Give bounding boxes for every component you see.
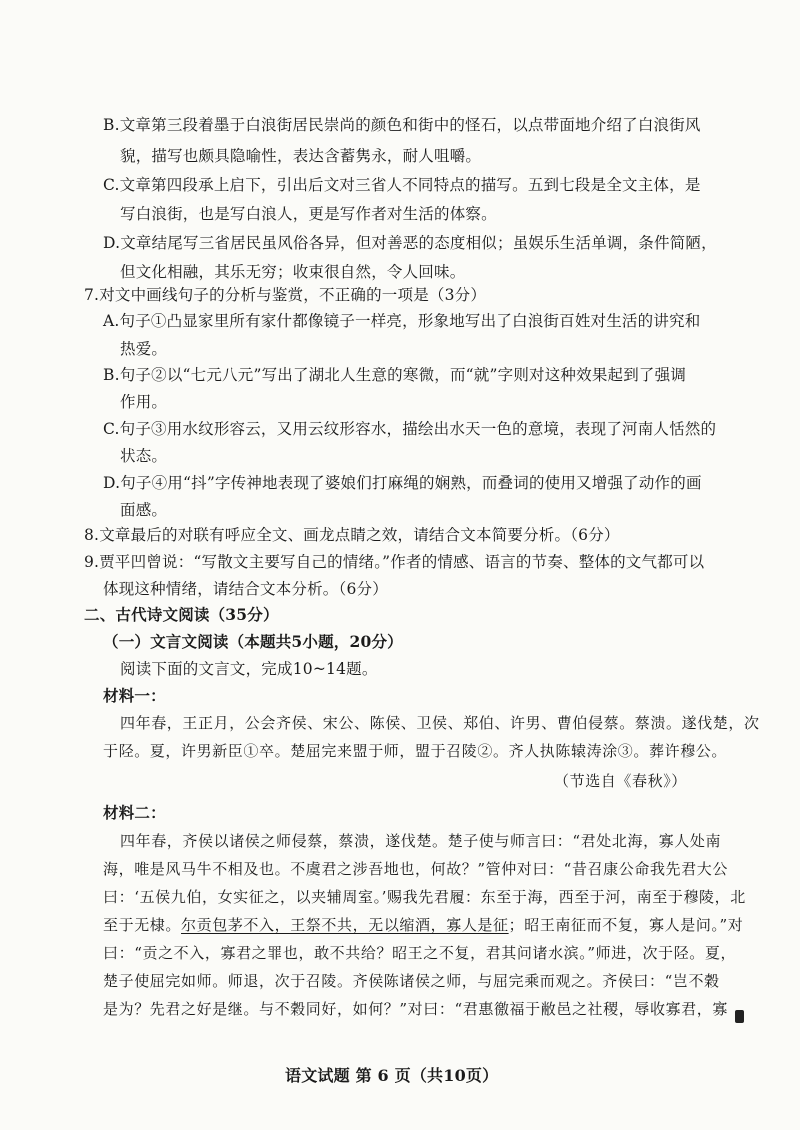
- text-line-l32: 楚子使屈完如师。师退，次于召陵。齐侯陈诸侯之师，与屈完乘而观之。齐侯曰：“岂不穀: [103, 972, 720, 990]
- text-line-l12: C.句子③用水纹形容云，又用云纹形容水，描绘出水天一色的意境，表现了河南人恬然的: [103, 420, 717, 438]
- scan-mark: [735, 1010, 744, 1023]
- text-line-l13: 状态。: [120, 447, 168, 465]
- text-line-l16: 8.文章最后的对联有呼应全文、画龙点睛之效，请结合文本简要分析。（6分）: [84, 526, 620, 544]
- line-segment: 至于无棣。: [103, 916, 182, 934]
- line-segment: ；昭王南征而不复，寡人是问。”对: [508, 916, 744, 934]
- text-line-l15: 面感。: [120, 501, 168, 519]
- text-line-l3: C.文章第四段承上启下，引出后文对三省人不同特点的描写。五到七段是全文主体，是: [103, 176, 701, 194]
- text-line-l28: 海，唯是风马牛不相及也。不虞君之涉吾地也，何故？”管仲对曰：“昔召康公命我先君大公: [103, 860, 728, 878]
- text-line-l4: 写白浪街，也是写白浪人，更是写作者对生活的体察。: [120, 205, 497, 223]
- text-line-l21: 阅读下面的文言文，完成10~14题。: [120, 660, 378, 678]
- text-line-l8: A.句子①凸显家里所有家什都像镜子一样亮，形象地写出了白浪街百姓对生活的讲究和: [103, 312, 701, 330]
- text-line-l26: 材料二：: [103, 803, 166, 822]
- text-line-l17: 9.贾平凹曾说：“写散文主要写自己的情绪。”作者的情感、语言的节奏、整体的文气都可以: [84, 553, 705, 571]
- text-line-l22: 材料一：: [103, 686, 166, 705]
- text-line-l10: B.句子②以“七元八元”写出了湖北人生意的寒微，而“就”字则对这种效果起到了强调: [103, 366, 687, 384]
- text-line-l23: 四年春，王正月，公会齐侯、宋公、陈侯、卫侯、郑伯、许男、曹伯侵蔡。蔡溃。遂伐楚，次: [120, 714, 760, 732]
- text-line-l2: 貌，描写也颇具隐喻性，表达含蓄隽永，耐人咀嚼。: [120, 147, 482, 165]
- text-line-l20: （一）文言文阅读（本题共5小题，20分）: [103, 632, 403, 651]
- text-line-l6: 但文化相融，其乐无穷；收束很自然，令人回味。: [120, 263, 466, 281]
- text-line-l18: 体现这种情绪，请结合文本分析。（6分）: [103, 580, 388, 598]
- text-line-l25: （节选自《春秋》）: [554, 772, 687, 790]
- text-line-l24: 于陉。夏，许男新臣①卒。楚屈完来盟于师，盟于召陵②。齐人执陈辕涛涂③。葬许穆公。: [103, 742, 728, 760]
- text-line-l5: D.文章结尾写三省居民虽风俗各异，但对善恶的态度相似；虽娱乐生活单调，条件简陋，: [103, 234, 717, 252]
- text-line-l31: 曰：“贡之不入，寡君之罪也，敢不共给？昭王之不复，君其问诸水滨。”师进，次于陉。夏，: [103, 944, 737, 962]
- text-line-l27: 四年春，齐侯以诸侯之师侵蔡，蔡溃，遂伐楚。楚子使与师言曰：“君处北海，寡人处南: [120, 832, 722, 850]
- text-line-l1: B.文章第三段着墨于白浪街居民崇尚的颜色和街中的怪石，以点带面地介绍了白浪街风: [103, 116, 701, 134]
- text-line-l9: 热爱。: [120, 340, 168, 358]
- text-line-l33: 是为？先君之好是继。与不穀同好，如何？”对曰：“君惠徼福于敝邑之社稷，辱收寡君，寡: [103, 1000, 728, 1018]
- text-line-l14: D.句子④用“抖”字传神地表现了婆娘们打麻绳的娴熟，而叠词的使用又增强了动作的画: [103, 474, 702, 492]
- text-line-l11: 作用。: [120, 393, 168, 411]
- page-footer: 语文试题 第 6 页（共10页）: [285, 1066, 499, 1085]
- text-line-l7: 7.对文中画线句子的分析与鉴赏，不正确的一项是（3分）: [84, 286, 487, 304]
- text-line-l29: 曰：‘五侯九伯，女实征之，以夹辅周室。’赐我先君履：东至于海，西至于河，南至于穆陵，北: [103, 888, 746, 906]
- text-line-l19: 二、古代诗文阅读（35分）: [84, 605, 279, 624]
- underlined-sentence: 尔贡包茅不入，王祭不共，无以缩酒，寡人是征: [181, 916, 509, 934]
- text-line-l30: [103, 915, 743, 935]
